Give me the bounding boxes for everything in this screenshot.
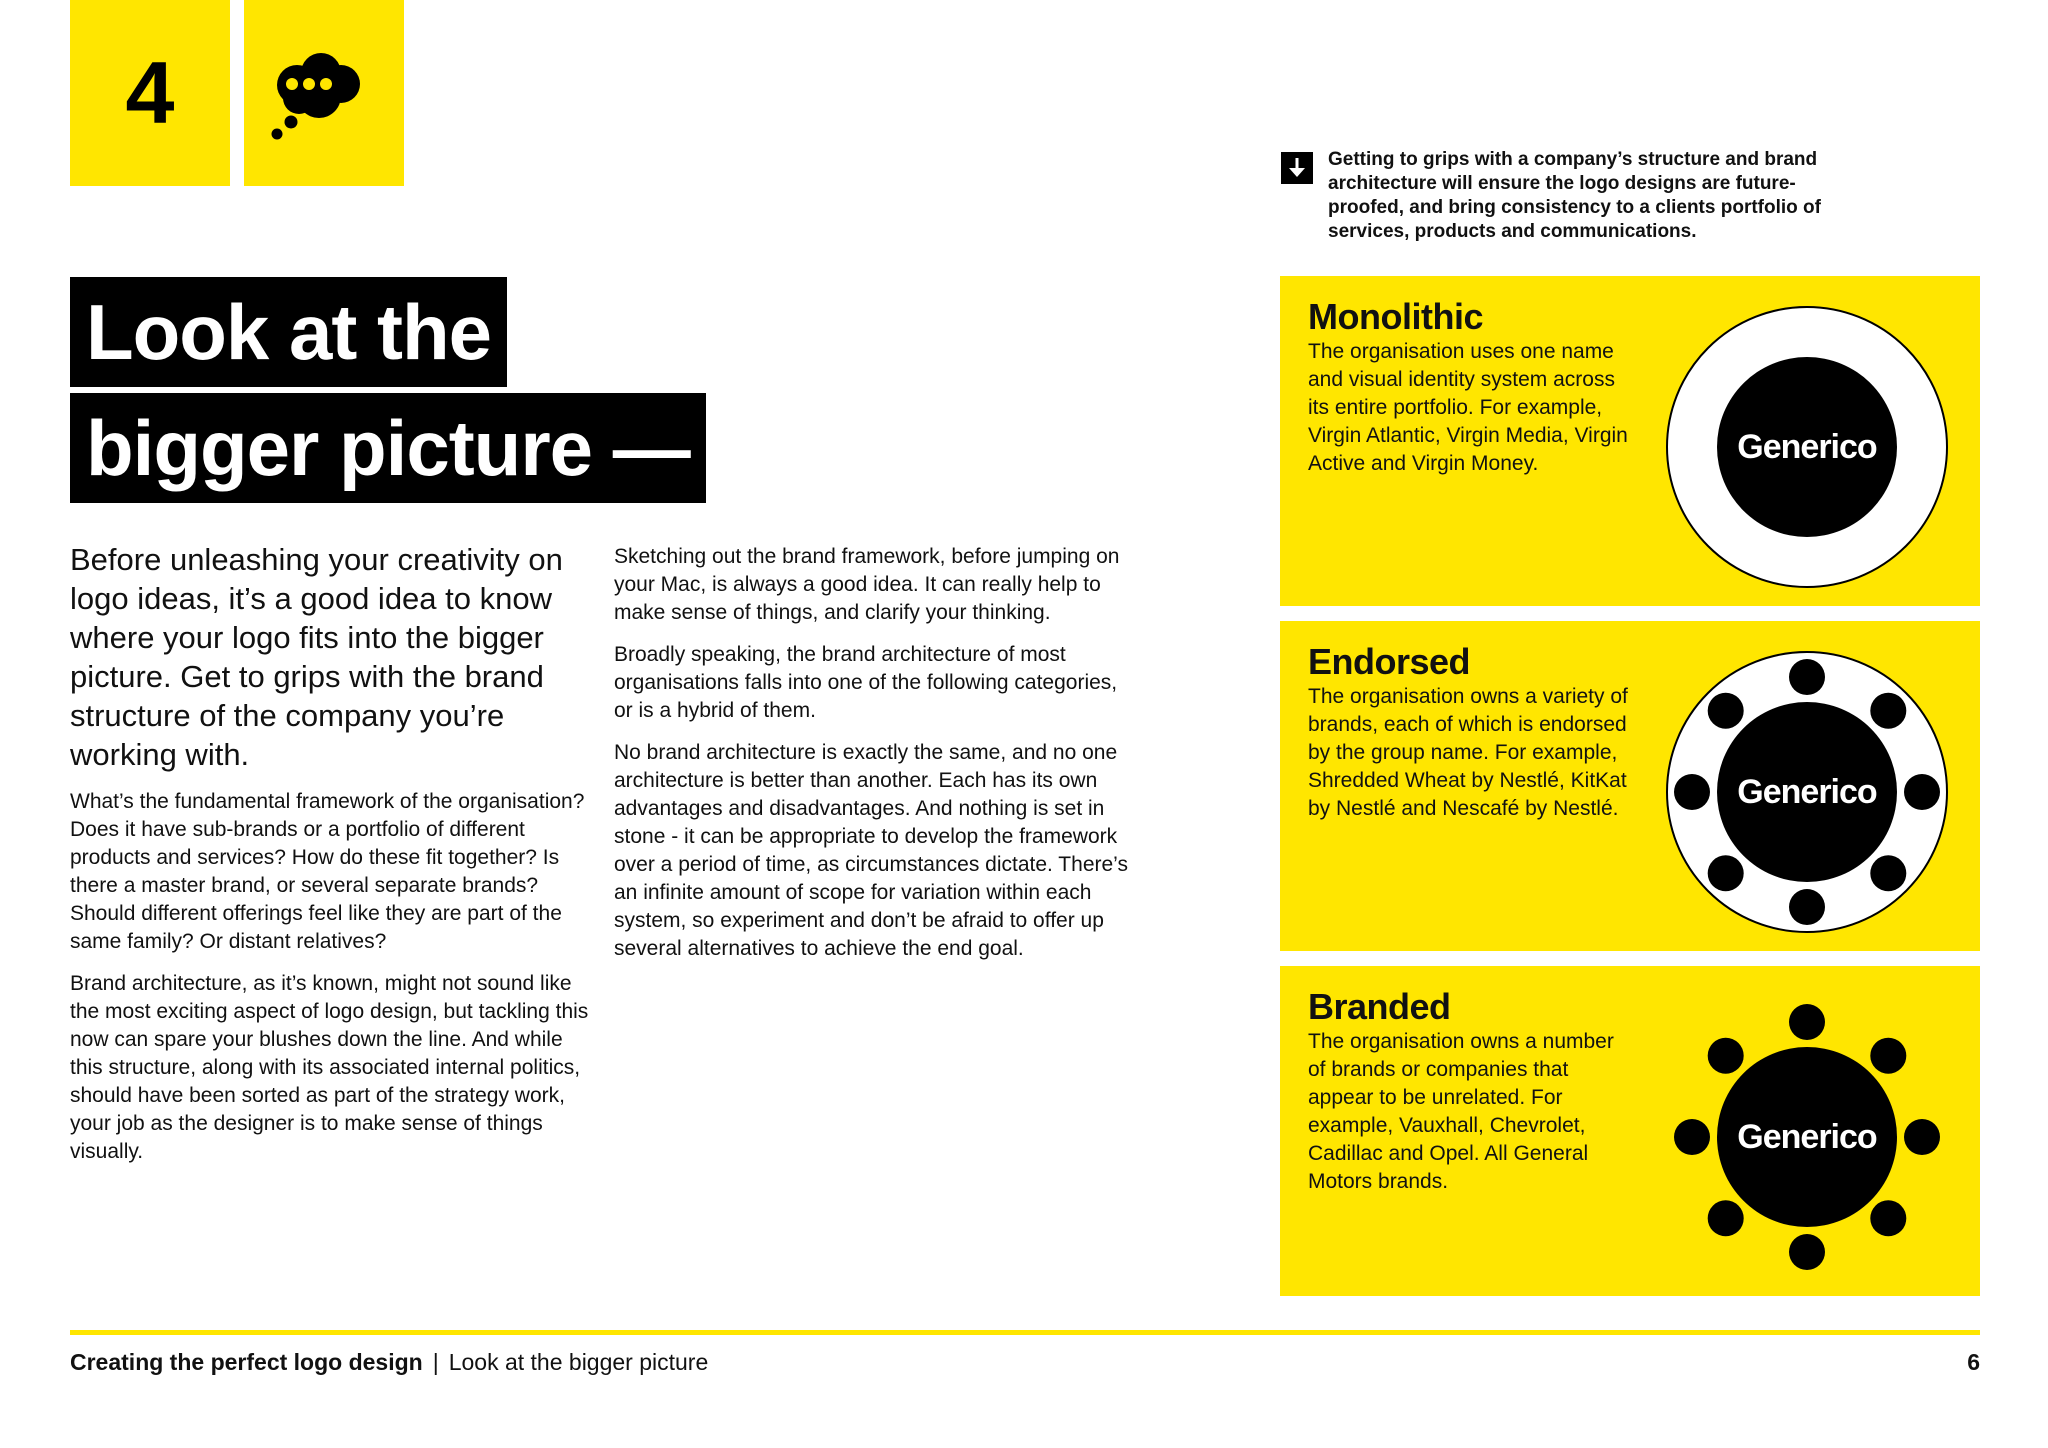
body-paragraph: Sketching out the brand framework, before jumping on your Mac, is always a good idea. It can really help to make sense of things, and clarify your thinking.: [614, 545, 1120, 624]
sub-brand-dot: [1674, 1119, 1710, 1155]
thought-bubble-icon: [270, 48, 370, 148]
card-monolithic: [1280, 276, 1980, 606]
column-left: [70, 540, 600, 1180]
footer-separator: |: [432, 1349, 439, 1375]
sub-brand-dot: [1789, 659, 1825, 695]
sub-brand-dot: [1904, 1119, 1940, 1155]
card-description: The organisation owns a variety of brands, each of which is endorsed by the group name. For example, Shredded Wheat by Nestlé, KitKat by Nestlé and Nescafé by Nestlé.: [1308, 685, 1628, 820]
card-title: Endorsed: [1308, 641, 1471, 682]
monolithic-diagram: [1660, 281, 1960, 601]
headline-line-1: Look at the: [70, 277, 507, 387]
chapter-number: 4: [70, 0, 230, 186]
sub-brand-dot: [1904, 774, 1940, 810]
sub-brand-dot: [1708, 693, 1744, 729]
card-title: Branded: [1308, 986, 1451, 1027]
footer-title: Creating the perfect logo design: [70, 1349, 423, 1375]
card-branded: [1280, 966, 1980, 1296]
footer-rule: [70, 1330, 1980, 1335]
intro-paragraph: Before unleashing your creativity on logo ideas, it’s a good idea to know where your logo fits into the bigger picture. Get to grips with the brand structure of the company you’re working with.: [70, 542, 563, 772]
headline-line-2: bigger picture —: [70, 393, 706, 503]
card-description: The organisation owns a number of brands or companies that appear to be unrelated. For example, Vauxhall, Chevrolet, Cadillac and Opel. All General Motors brands.: [1308, 1030, 1614, 1193]
sub-brand-dot: [1789, 889, 1825, 925]
sub-brand-dot: [1789, 1234, 1825, 1270]
sub-brand-dot: [1708, 1200, 1744, 1236]
branded-diagram: [1660, 971, 1960, 1291]
body-paragraph: Brand architecture, as it’s known, might not sound like the most exciting aspect of logo design, but tackling this now can spare your blushes down the line. And while this structure, along with its associated internal politics, should have been sorted as part of the strategy work, your job as the designer is to make sense of things visually.: [70, 972, 589, 1163]
sub-brand-dot: [1870, 855, 1906, 891]
card-title: Monolithic: [1308, 296, 1483, 337]
card-description: The organisation uses one name and visual identity system across its entire portfolio. For example, Virgin Atlantic, Virgin Media, Virgin Active and Virgin Money.: [1308, 340, 1628, 475]
body-paragraph: Broadly speaking, the brand architecture of most organisations falls into one of the following categories, or is a hybrid of them.: [614, 643, 1118, 722]
card-endorsed: [1280, 621, 1980, 951]
logo-text: Generico: [1737, 773, 1877, 811]
logo-text: Generico: [1737, 428, 1877, 466]
page-number: 6: [1967, 1349, 1980, 1375]
sub-brand-dot: [1870, 1200, 1906, 1236]
body-paragraph: What’s the fundamental framework of the organisation? Does it have sub-brands or a portfolio of different products and services? How do these fit together? Is there a master brand, or several separate brands? Should different offerings feel like they are part of the same family? Or distant relatives?: [70, 790, 585, 953]
sub-brand-dot: [1674, 774, 1710, 810]
side-note: Getting to grips with a company’s structure and brand architecture will ensure the logo designs are future-proofed, and bring consistency to a clients portfolio of services, products and communications.: [1328, 149, 1821, 242]
chapter-icon-tile: [244, 0, 404, 186]
arrow-down-icon: [1281, 152, 1313, 184]
sub-brand-dot: [1708, 855, 1744, 891]
footer-section: Look at the bigger picture: [448, 1349, 709, 1375]
logo-text: Generico: [1737, 1118, 1877, 1156]
column-middle: [614, 543, 1134, 977]
sub-brand-dot: [1708, 1038, 1744, 1074]
sub-brand-dot: [1870, 1038, 1906, 1074]
endorsed-diagram: [1660, 626, 1960, 946]
body-paragraph: No brand architecture is exactly the same, and no one architecture is better than another. Each has its own advantages and disadvantages. And nothing is set in stone - it can be appropriate to develop the framework over a period of time, as circumstances dictate. There’s an infinite amount of scope for variation within each system, so experiment and don’t be afraid to offer up several alternatives to achieve the end goal.: [614, 741, 1128, 960]
sub-brand-dot: [1789, 1004, 1825, 1040]
sub-brand-dot: [1870, 693, 1906, 729]
footer-breadcrumb: [70, 1347, 708, 1377]
